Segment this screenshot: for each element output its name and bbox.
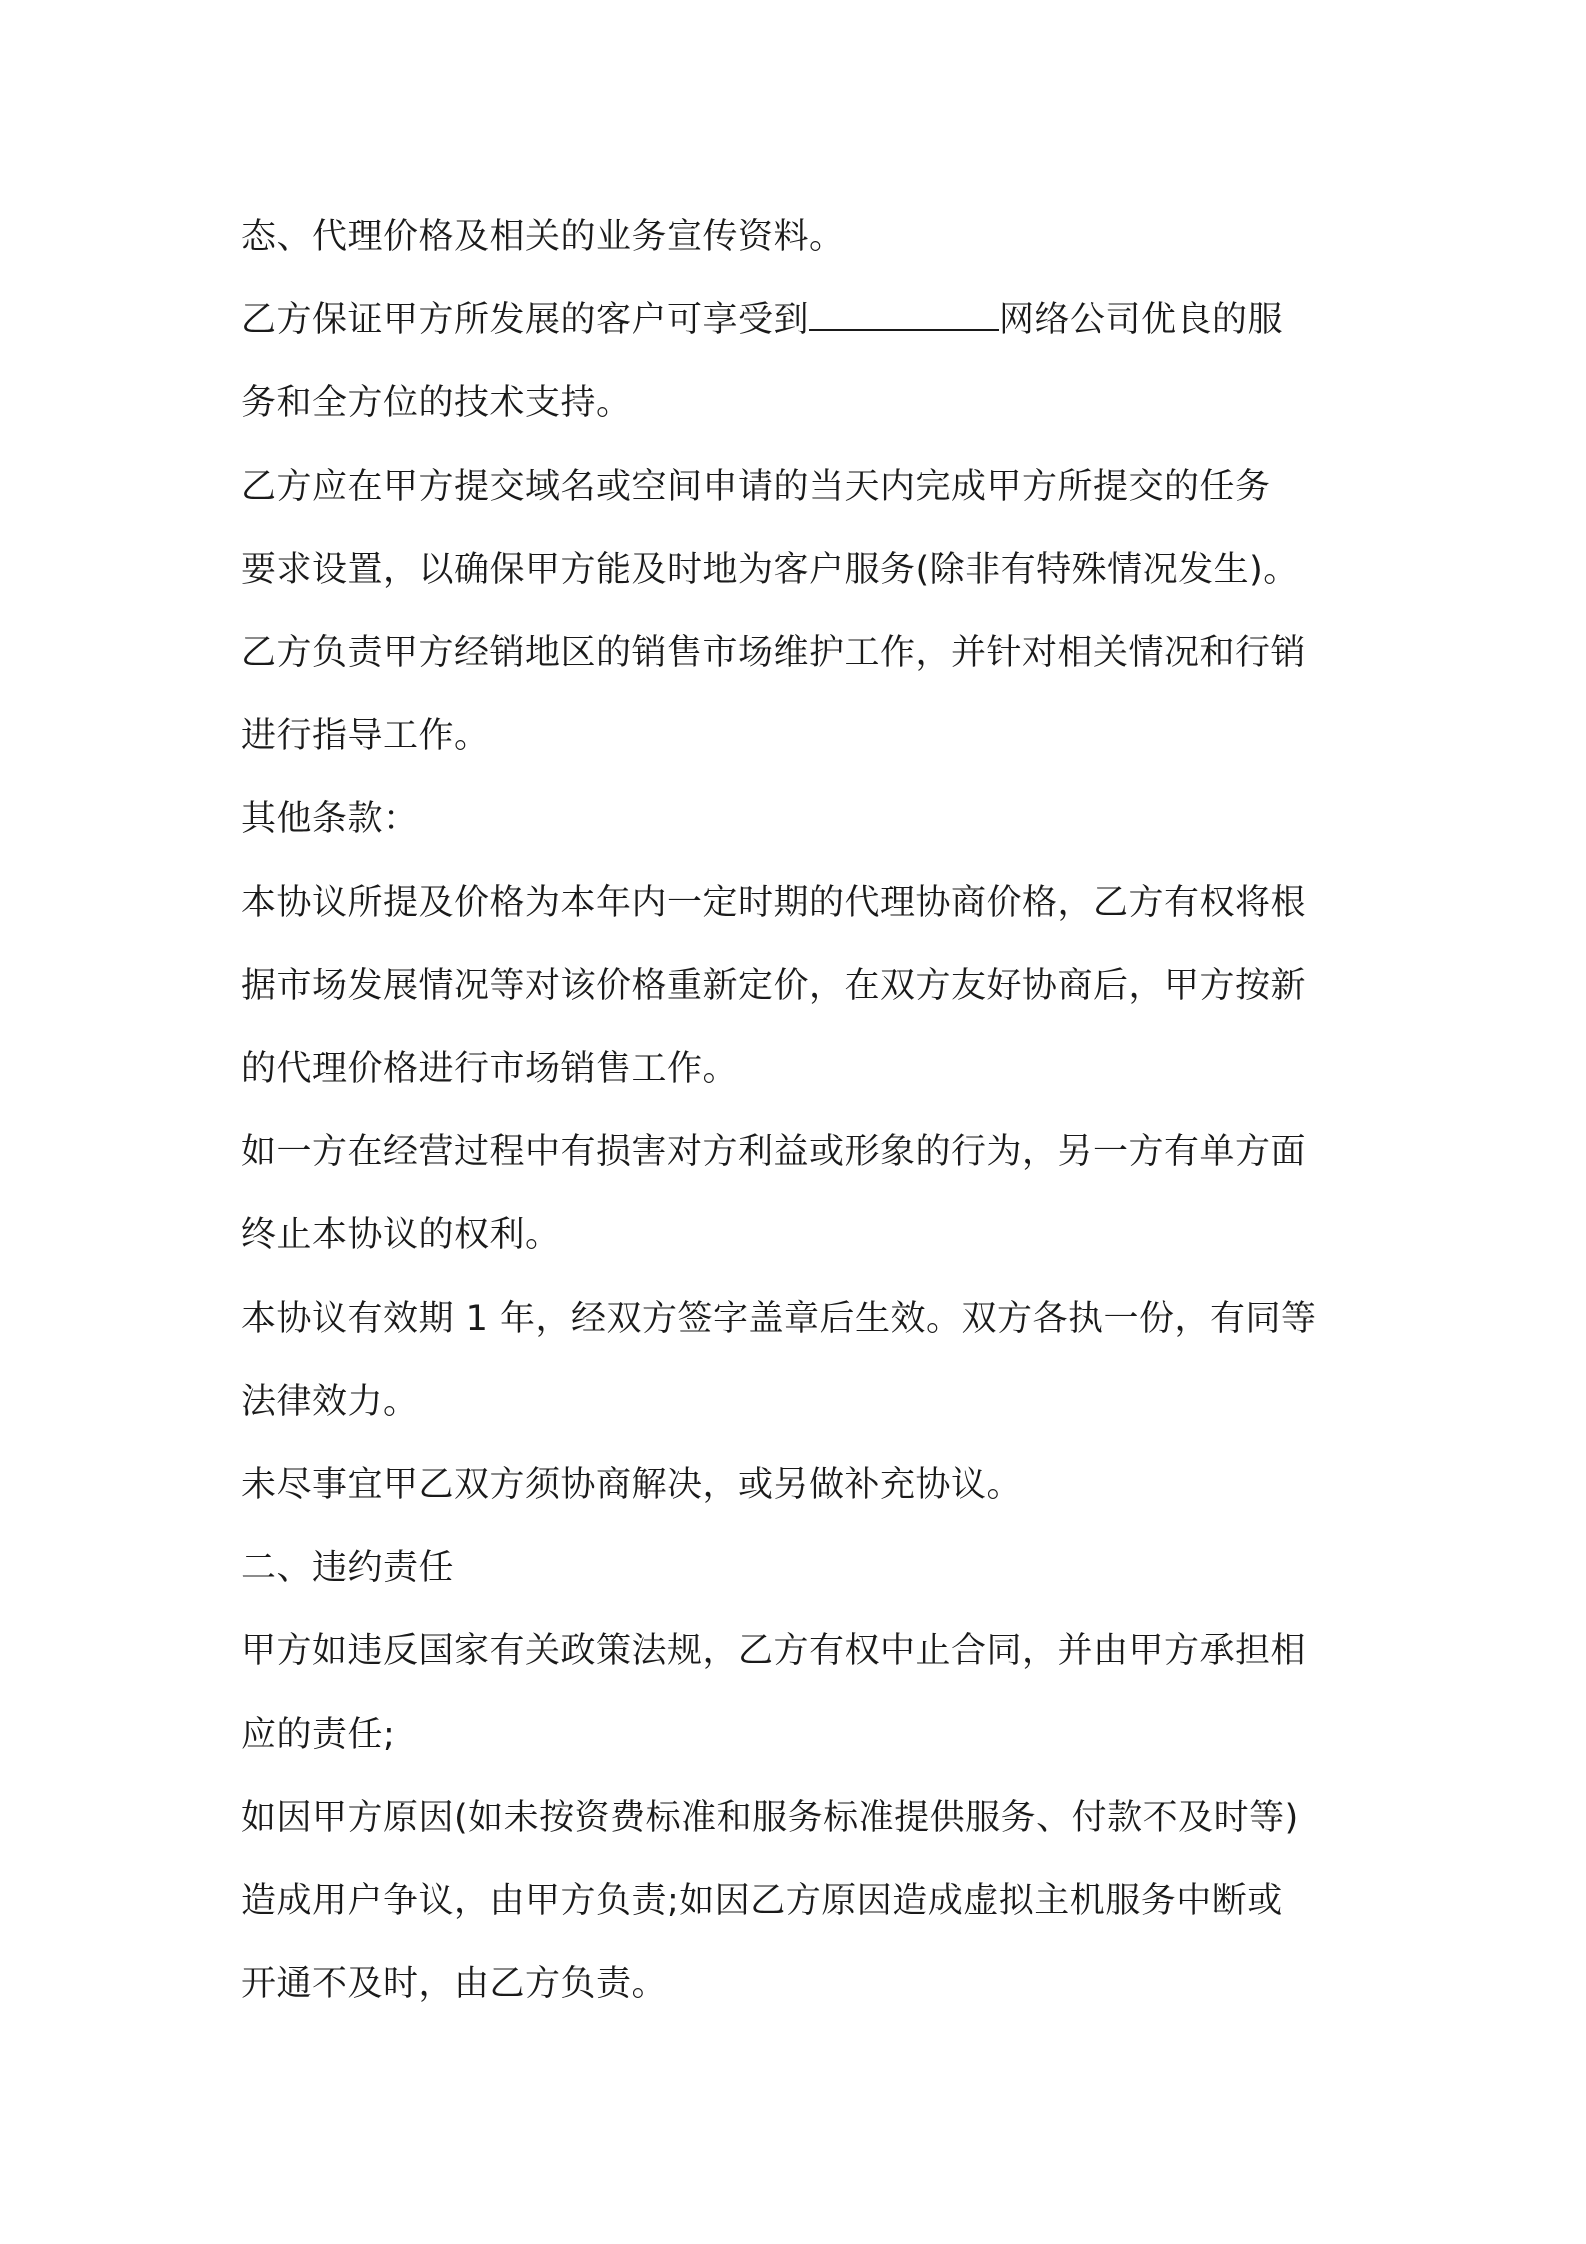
text-line: 本协议所提及价格为本年内一定时期的代理协商价格，乙方有权将根 bbox=[241, 882, 1307, 923]
document-body bbox=[241, 196, 1371, 2026]
text-line: 开通不及时，由乙方负责。 bbox=[241, 1964, 668, 2005]
text-line: 如因甲方原因(如未按资费标准和服务标准提供服务、付款不及时等) bbox=[241, 1797, 1299, 1838]
text-line: 其他条款： bbox=[241, 799, 419, 840]
text-line: 态、代理价格及相关的业务宣传资料。 bbox=[241, 217, 845, 257]
section-heading: 二、违约责任 bbox=[241, 1548, 455, 1589]
text-line: 务和全方位的技术支持。 bbox=[241, 383, 632, 424]
text-line: 乙方应在甲方提交域名或空间申请的当天内完成甲方所提交的任务 bbox=[241, 466, 1271, 507]
text-line: 的代理价格进行市场销售工作。 bbox=[241, 1049, 739, 1090]
text-line: 终止本协议的权利。 bbox=[241, 1215, 561, 1256]
text-line: 据市场发展情况等对该价格重新定价，在双方友好协商后，甲方按新 bbox=[241, 965, 1307, 1006]
text-line: 未尽事宜甲乙双方须协商解决，或另做补充协议。 bbox=[241, 1465, 1023, 1506]
text-line: 甲方如违反国家有关政策法规，乙方有权中止合同，并由甲方承担相 bbox=[241, 1631, 1307, 1672]
text-line: 本协议有效期 1 年，经双方签字盖章后生效。双方各执一份，有同等 bbox=[241, 1298, 1317, 1339]
text-line-with-blank bbox=[241, 279, 1371, 362]
text-line: 如一方在经营过程中有损害对方利益或形象的行为，另一方有单方面 bbox=[241, 1132, 1307, 1173]
text-line: 应的责任; bbox=[241, 1714, 396, 1755]
text-line: 要求设置，以确保甲方能及时地为客户服务(除非有特殊情况发生)。 bbox=[241, 549, 1299, 590]
text-line: 进行指导工作。 bbox=[241, 716, 490, 757]
text-line: 乙方负责甲方经销地区的销售市场维护工作，并针对相关情况和行销 bbox=[241, 633, 1307, 674]
fill-in-blank bbox=[809, 299, 999, 331]
text-segment: 乙方保证甲方所发展的客户可享受到 bbox=[241, 300, 810, 341]
text-line: 法律效力。 bbox=[241, 1381, 419, 1422]
text-line: 造成用户争议，由甲方负责;如因乙方原因造成虚拟主机服务中断或 bbox=[241, 1881, 1283, 1922]
text-segment: 网络公司优良的服 bbox=[999, 300, 1284, 341]
